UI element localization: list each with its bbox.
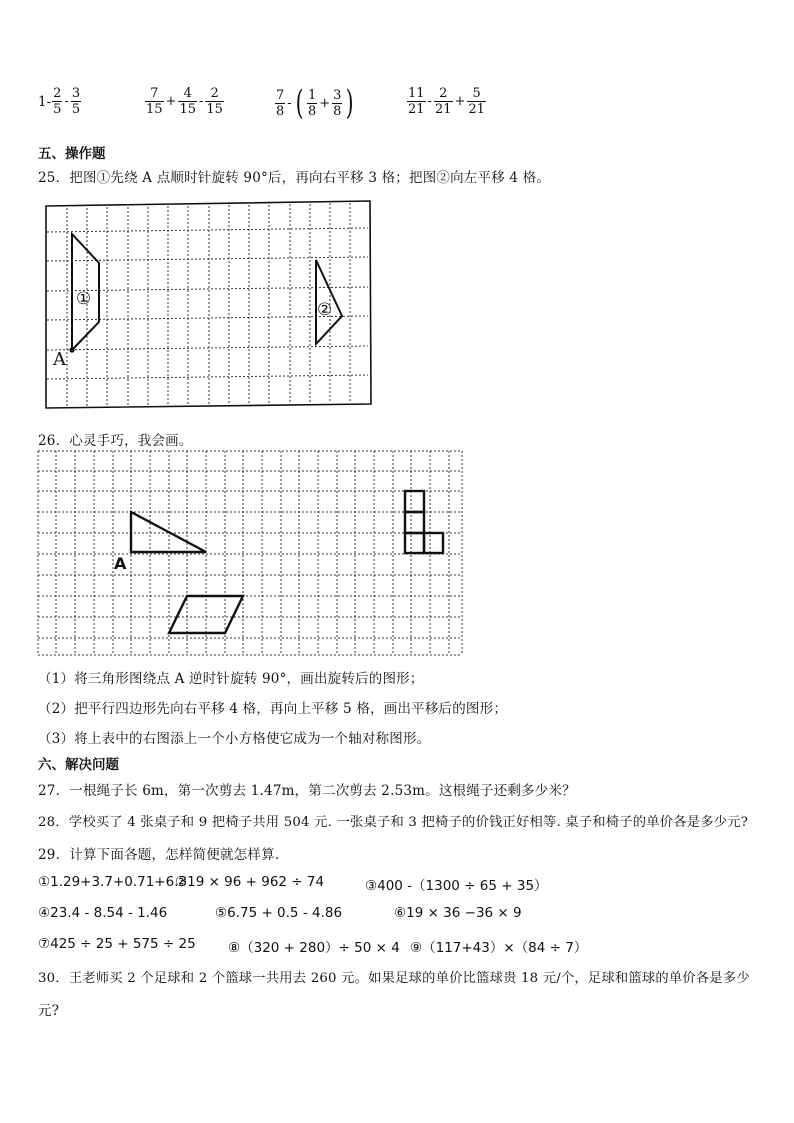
shape-1-label: ①: [76, 289, 92, 309]
fraction: $\frac{2}{5}$: [53, 86, 62, 117]
lead-term: 1-: [38, 93, 52, 110]
shape-2-label: ②: [317, 300, 333, 320]
operator: +: [454, 94, 466, 109]
question-26-item-2: （2）把平行四边形先向右平移 4 格，再向上平移 5 格，画出平移后的图形；: [38, 701, 508, 717]
point-a-dot: [69, 347, 74, 352]
operator: +: [165, 94, 177, 109]
fraction: $\frac{7}{8}$: [276, 87, 285, 119]
calc-item-4: ④23.4 - 8.54 - 1.46: [38, 905, 168, 921]
grid-figure-25: [40, 198, 376, 412]
operator: +: [319, 95, 331, 111]
triangle-shape: [131, 512, 206, 552]
operator: -: [287, 95, 292, 111]
calc-item-1: ①1.29+3.7+0.71+6.3: [38, 874, 188, 890]
question-27: 27．一根绳子长 6m，第一次剪去 1.47m，第二次剪去 2.53m。这根绳子还剩多少米？: [38, 783, 576, 799]
fraction: $\frac{4}{15}$: [179, 86, 196, 117]
point-a-label: A: [53, 349, 66, 370]
section-heading-6: 六、解决问题: [38, 757, 119, 773]
calc-item-2: ②19 × 96 + 962 ÷ 74: [175, 874, 325, 890]
question-29: 29．计算下面各题，怎样简便就怎样算.: [38, 847, 280, 863]
calc-item-8: ⑧（320 + 280）÷ 50 × 4: [228, 940, 400, 956]
fraction: $\frac{3}{5}$: [71, 86, 81, 117]
question-26: 26．心灵手巧，我会画。: [38, 433, 193, 449]
fraction: $\frac{7}{15}$: [146, 86, 163, 117]
fraction-problem-2: [144, 86, 225, 117]
fraction: $\frac{1}{8}$: [307, 87, 317, 119]
fraction-problem-4: [406, 86, 487, 117]
fraction: $\frac{11}{21}$: [408, 86, 425, 117]
operator: -: [199, 94, 204, 109]
calc-item-3: ③400 -（1300 ÷ 65 + 35）: [365, 878, 548, 894]
fraction-problem-1: [38, 86, 82, 117]
point-a-label: A: [114, 554, 127, 573]
fraction-problem-3: [274, 83, 357, 123]
fraction: $\frac{2}{15}$: [206, 86, 223, 117]
section-heading-5: 五、操作题: [38, 146, 106, 162]
fraction: $\frac{2}{21}$: [434, 86, 452, 117]
operator: -: [64, 94, 69, 109]
question-28: 28．学校买了 4 张桌子和 9 把椅子共用 504 元. 一张桌子和 3 把椅子的价钱正好相等. 桌子和椅子的单价各是多少元?: [38, 815, 749, 830]
fraction: $\frac{3}{8}$: [333, 87, 342, 119]
calc-item-5: ⑤6.75 + 0.5 - 4.86: [215, 905, 343, 921]
question-30-line-2: 元?: [38, 1003, 60, 1019]
question-30-line-1: 30．王老师买 2 个足球和 2 个篮球一共用去 260 元。如果足球的单价比篮球贵 18 元/个，足球和篮球的单价各是多少: [38, 971, 750, 986]
question-25: 25．把图①先绕 A 点顺时针旋转 90°后，再向右平移 3 格；把图②向左平移 4 格。: [38, 170, 551, 186]
grid-figure-26: [37, 449, 465, 657]
calc-item-6: ⑥19 × 36 −36 × 9: [394, 905, 522, 921]
grid-dotted-lines: [38, 451, 462, 655]
calc-item-7: ⑦425 ÷ 25 + 575 ÷ 25: [38, 936, 196, 952]
left-paren: (: [295, 83, 304, 123]
operator: -: [427, 94, 432, 109]
fraction: $\frac{5}{21}$: [468, 86, 485, 117]
right-paren: ): [346, 83, 355, 123]
question-26-item-3: （3）将上表中的右图添上一个小方格使它成为一个轴对称图形。: [38, 731, 431, 747]
question-26-item-1: （1）将三角形图绕点 A 逆时针旋转 90°，画出旋转后的图形；: [38, 671, 424, 687]
calc-item-9: ⑨（117+43）×（84 ÷ 7）: [410, 940, 588, 956]
